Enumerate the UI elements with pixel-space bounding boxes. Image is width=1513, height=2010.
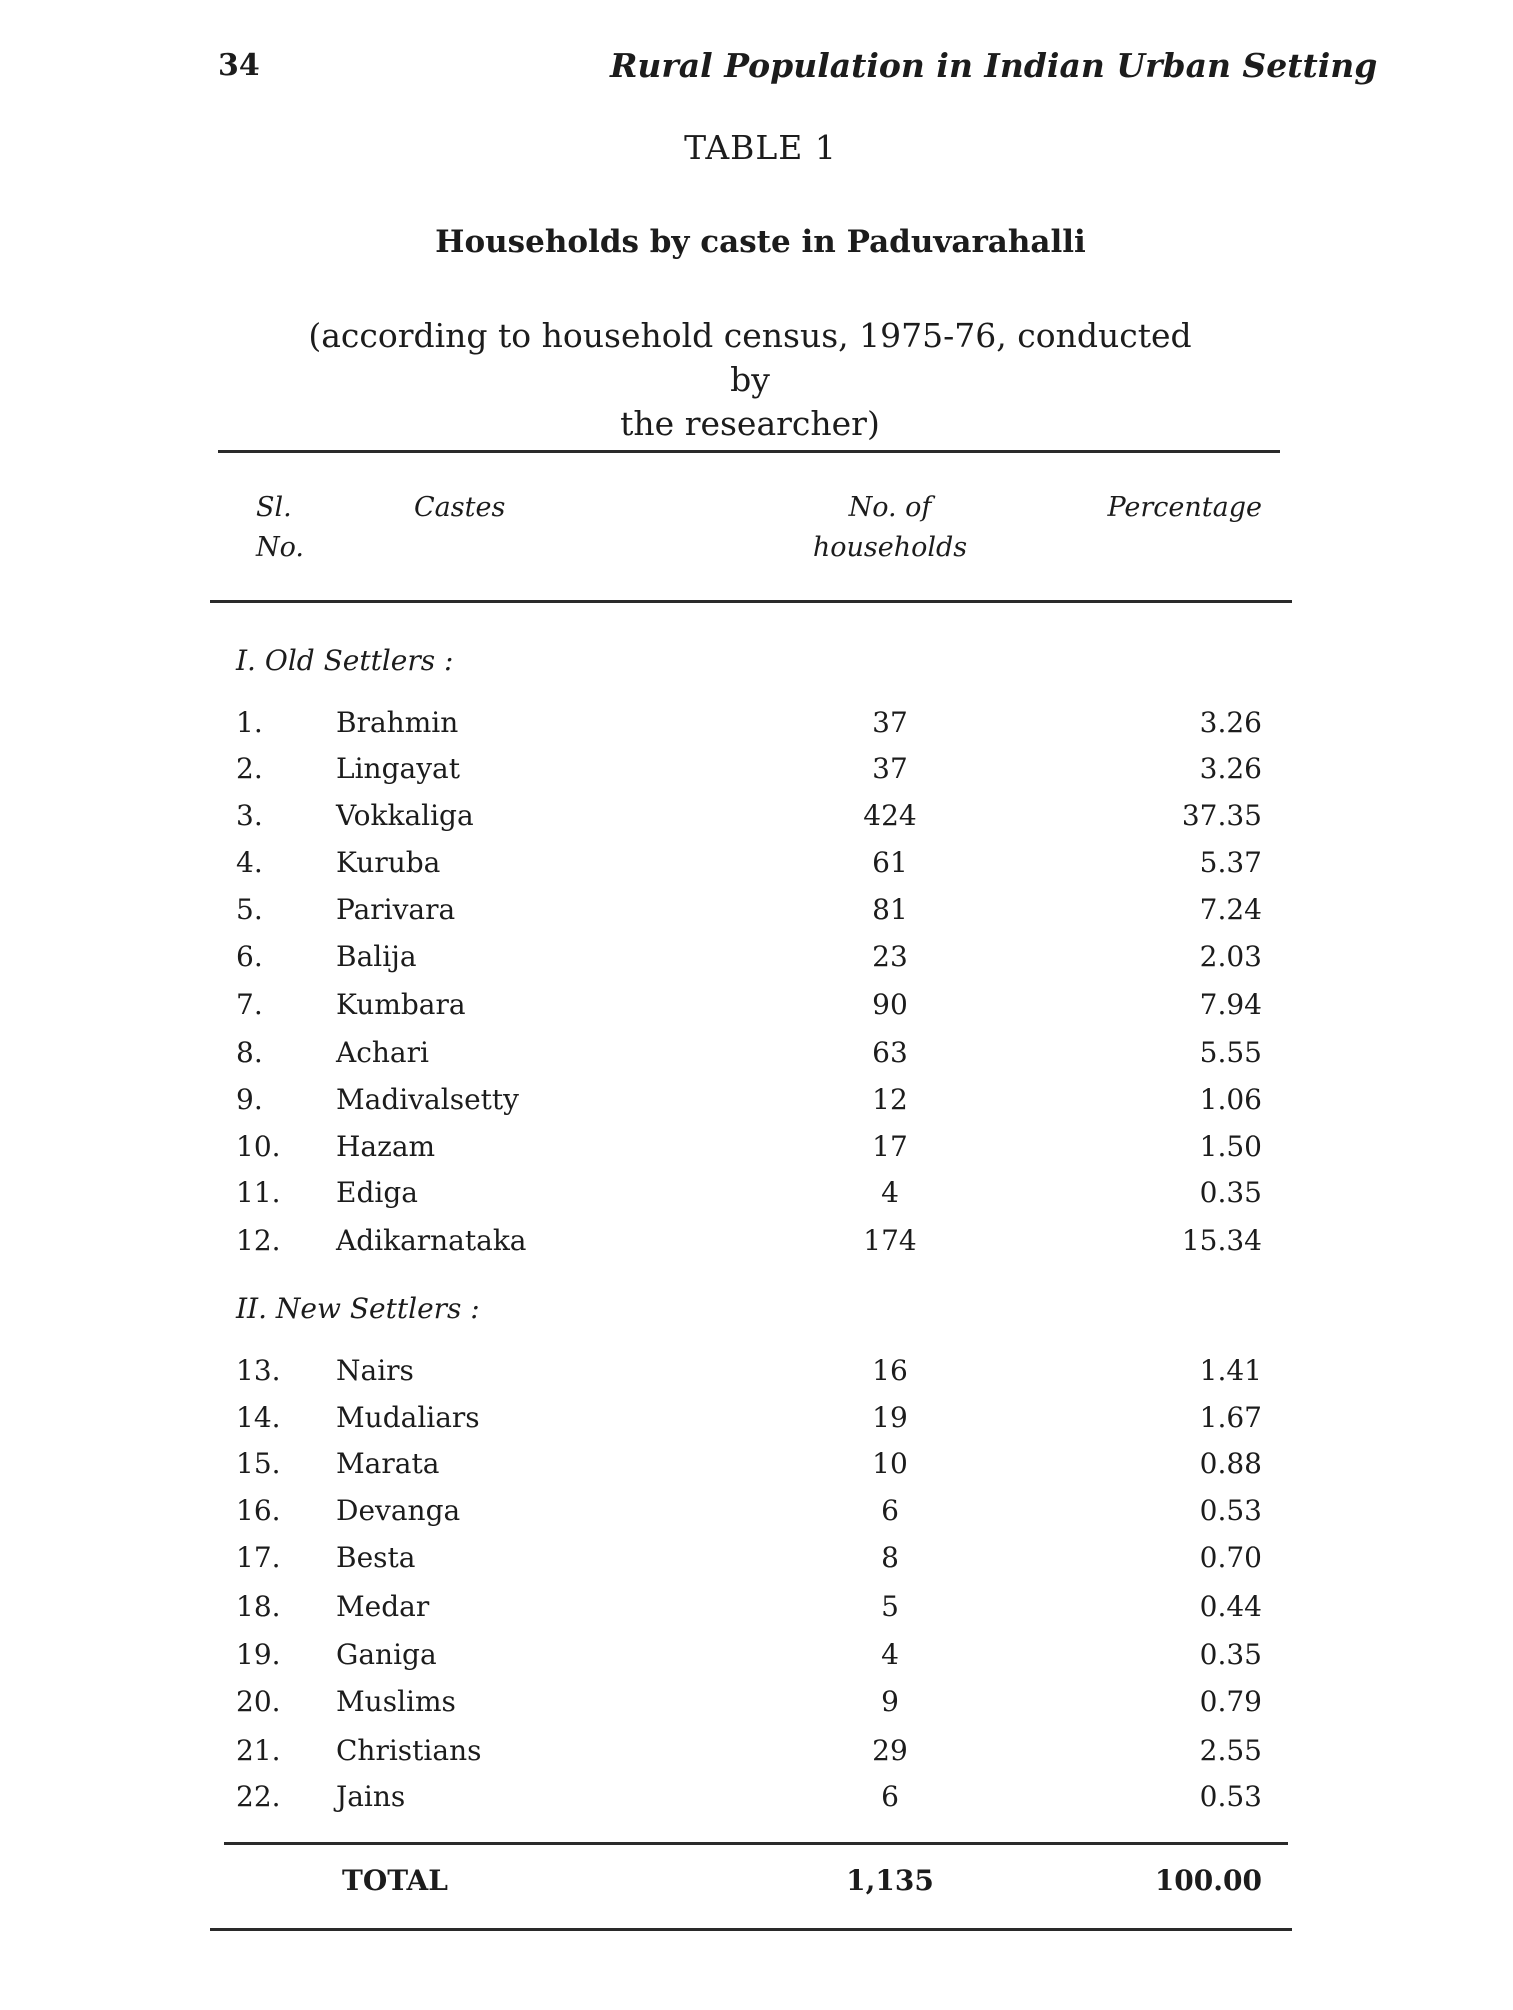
table-row <box>0 1685 1513 1725</box>
row-sl: 20. <box>236 1685 281 1718</box>
row-households: 174 <box>863 1224 917 1257</box>
row-caste: Hazam <box>336 1130 436 1163</box>
total-label: TOTAL <box>342 1864 448 1897</box>
table-bottom-rule <box>210 1928 1292 1931</box>
row-percentage: 1.06 <box>1199 1083 1262 1116</box>
row-percentage: 7.24 <box>1199 893 1262 926</box>
row-households: 4 <box>881 1638 899 1671</box>
row-households: 5 <box>881 1590 899 1623</box>
table-row <box>0 1401 1513 1441</box>
row-percentage: 7.94 <box>1199 988 1262 1021</box>
row-caste: Adikarnataka <box>336 1224 527 1257</box>
table-top-rule <box>218 450 1280 453</box>
row-percentage: 0.53 <box>1199 1780 1262 1813</box>
table-row <box>0 1541 1513 1581</box>
row-caste: Jains <box>336 1780 406 1813</box>
table-subtitle-line1: (according to household census, 1975-76, conducted by <box>308 316 1192 399</box>
table-row <box>0 1447 1513 1487</box>
row-sl: 19. <box>236 1638 281 1671</box>
row-households: 90 <box>872 988 908 1021</box>
table-row <box>0 752 1513 792</box>
row-households: 16 <box>872 1354 908 1387</box>
row-caste: Muslims <box>336 1685 456 1718</box>
row-percentage: 3.26 <box>1199 706 1262 739</box>
row-households: 4 <box>881 1176 899 1209</box>
row-caste: Devanga <box>336 1494 461 1527</box>
row-sl: 3. <box>236 799 263 832</box>
table-row <box>0 1354 1513 1394</box>
row-households: 8 <box>881 1541 899 1574</box>
row-sl: 6. <box>236 940 263 973</box>
table-row <box>0 1494 1513 1534</box>
table-row <box>0 940 1513 980</box>
running-head: Rural Population in Indian Urban Setting <box>610 46 1378 85</box>
page-number: 34 <box>218 48 260 83</box>
row-households: 10 <box>872 1447 908 1480</box>
row-sl: 14. <box>236 1401 281 1434</box>
row-sl: 9. <box>236 1083 263 1116</box>
row-caste: Madivalsetty <box>336 1083 519 1116</box>
row-households: 37 <box>872 752 908 785</box>
table-row <box>0 799 1513 839</box>
row-percentage: 3.26 <box>1199 752 1262 785</box>
table-row <box>0 1590 1513 1630</box>
row-percentage: 0.44 <box>1199 1590 1262 1623</box>
row-sl: 15. <box>236 1447 281 1480</box>
row-sl: 11. <box>236 1176 281 1209</box>
row-caste: Achari <box>336 1036 429 1069</box>
row-percentage: 15.34 <box>1181 1224 1262 1257</box>
section-old-settlers-heading: I. Old Settlers : <box>236 644 454 677</box>
header-sl-line2: No. <box>256 532 304 563</box>
row-sl: 7. <box>236 988 263 1021</box>
row-households: 17 <box>872 1130 908 1163</box>
row-caste: Medar <box>336 1590 430 1623</box>
total-households: 1,135 <box>846 1864 934 1897</box>
table-row <box>0 1083 1513 1123</box>
row-households: 37 <box>872 706 908 739</box>
row-caste: Mudaliars <box>336 1401 480 1434</box>
row-sl: 21. <box>236 1734 281 1767</box>
table-row <box>0 1224 1513 1264</box>
header-households <box>800 488 980 568</box>
row-sl: 2. <box>236 752 263 785</box>
row-sl: 1. <box>236 706 263 739</box>
row-caste: Christians <box>336 1734 482 1767</box>
row-sl: 12. <box>236 1224 281 1257</box>
table-subtitle <box>290 314 1210 446</box>
row-sl: 5. <box>236 893 263 926</box>
total-top-rule <box>224 1842 1288 1845</box>
row-percentage: 2.55 <box>1199 1734 1262 1767</box>
header-bottom-rule <box>210 600 1292 603</box>
table-row <box>0 1734 1513 1774</box>
row-percentage: 2.03 <box>1199 940 1262 973</box>
row-caste: Vokkaliga <box>336 799 474 832</box>
row-percentage: 0.35 <box>1199 1638 1262 1671</box>
row-households: 81 <box>872 893 908 926</box>
row-percentage: 0.70 <box>1199 1541 1262 1574</box>
total-percentage: 100.00 <box>1154 1864 1262 1897</box>
row-percentage: 0.53 <box>1199 1494 1262 1527</box>
row-percentage: 1.67 <box>1199 1401 1262 1434</box>
table-row <box>0 706 1513 746</box>
header-castes: Castes <box>414 492 506 523</box>
row-households: 6 <box>881 1780 899 1813</box>
row-percentage: 0.35 <box>1199 1176 1262 1209</box>
table-row <box>0 988 1513 1028</box>
row-caste: Ediga <box>336 1176 418 1209</box>
row-caste: Parivara <box>336 893 456 926</box>
header-sl-no <box>256 488 304 568</box>
row-sl: 17. <box>236 1541 281 1574</box>
header-households-line2: households <box>812 532 968 563</box>
row-households: 61 <box>872 846 908 879</box>
row-caste: Kumbara <box>336 988 466 1021</box>
table-subtitle-line2: the researcher) <box>620 404 880 443</box>
row-caste: Brahmin <box>336 706 459 739</box>
row-households: 424 <box>863 799 917 832</box>
table-row <box>0 1130 1513 1170</box>
header-households-line1: No. of <box>848 492 932 523</box>
row-percentage: 0.88 <box>1199 1447 1262 1480</box>
row-households: 63 <box>872 1036 908 1069</box>
row-households: 9 <box>881 1685 899 1718</box>
row-percentage: 5.55 <box>1199 1036 1262 1069</box>
row-sl: 13. <box>236 1354 281 1387</box>
row-percentage: 1.41 <box>1199 1354 1262 1387</box>
row-caste: Nairs <box>336 1354 414 1387</box>
row-caste: Besta <box>336 1541 416 1574</box>
header-sl-line1: Sl. <box>256 492 292 523</box>
row-percentage: 5.37 <box>1199 846 1262 879</box>
table-row <box>0 1780 1513 1820</box>
row-households: 23 <box>872 940 908 973</box>
row-sl: 22. <box>236 1780 281 1813</box>
table-row <box>0 893 1513 933</box>
row-sl: 8. <box>236 1036 263 1069</box>
table-row <box>0 1638 1513 1678</box>
row-households: 29 <box>872 1734 908 1767</box>
table-row <box>0 1036 1513 1076</box>
row-caste: Lingayat <box>336 752 460 785</box>
row-caste: Kuruba <box>336 846 441 879</box>
row-sl: 18. <box>236 1590 281 1623</box>
row-sl: 4. <box>236 846 263 879</box>
section-new-settlers-heading: II. New Settlers : <box>236 1292 480 1325</box>
table-title: Households by caste in Paduvarahalli <box>435 224 1086 260</box>
row-households: 6 <box>881 1494 899 1527</box>
row-households: 19 <box>872 1401 908 1434</box>
row-percentage: 1.50 <box>1199 1130 1262 1163</box>
row-households: 12 <box>872 1083 908 1116</box>
row-caste: Ganiga <box>336 1638 437 1671</box>
row-sl: 10. <box>236 1130 281 1163</box>
row-caste: Marata <box>336 1447 440 1480</box>
header-percentage: Percentage <box>1107 492 1262 523</box>
table-row <box>0 846 1513 886</box>
table-row <box>0 1176 1513 1216</box>
row-caste: Balija <box>336 940 417 973</box>
row-percentage: 37.35 <box>1181 799 1262 832</box>
row-percentage: 0.79 <box>1199 1685 1262 1718</box>
table-label: TABLE 1 <box>684 128 837 167</box>
row-sl: 16. <box>236 1494 281 1527</box>
